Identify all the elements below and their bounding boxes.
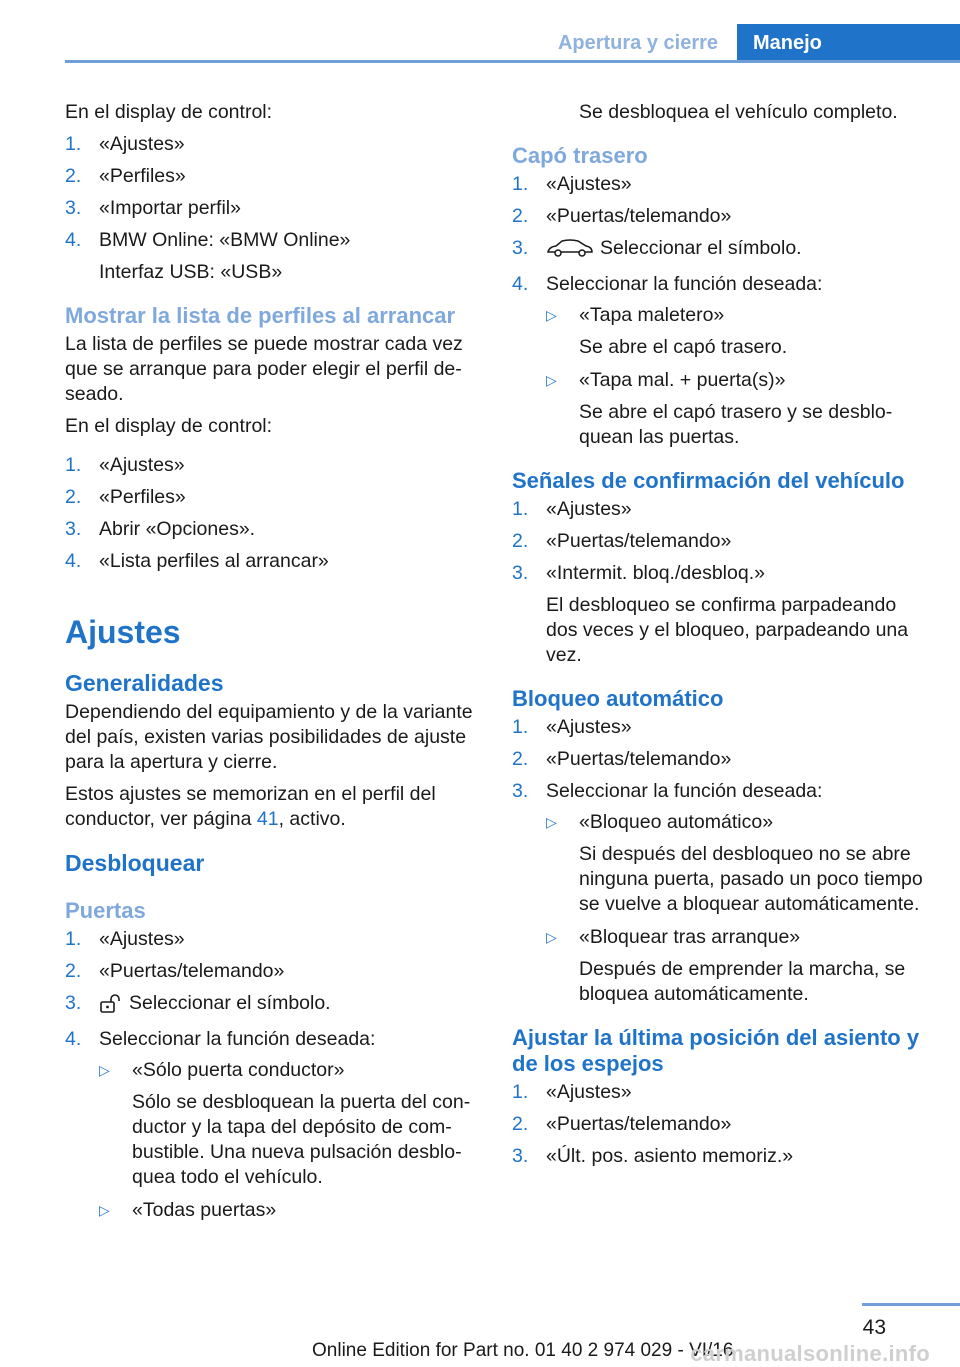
list-item-text: «Ajustes» bbox=[546, 1081, 632, 1103]
list-item bbox=[65, 485, 485, 510]
options-list bbox=[99, 1058, 485, 1223]
list-item bbox=[512, 204, 932, 229]
list-number: 2. bbox=[65, 960, 82, 982]
list-item-text: «Perfiles» bbox=[99, 165, 186, 187]
list-item-text: Seleccionar el símbolo. bbox=[129, 992, 331, 1014]
option-description: Se abre el capó trasero. bbox=[579, 336, 788, 358]
bullet-triangle-icon: ▷ bbox=[99, 1062, 110, 1078]
option-label: «Todas puertas» bbox=[132, 1199, 277, 1221]
option-label: «Bloquear tras arranque» bbox=[579, 926, 801, 948]
list-item-text: «Intermit. bloq./desbloq.» bbox=[546, 562, 765, 584]
list-number: 2. bbox=[512, 530, 529, 552]
option-description-continued: Se desbloquea el vehículo completo. bbox=[579, 101, 898, 123]
options-list bbox=[546, 303, 932, 450]
list-number: 1. bbox=[512, 173, 529, 195]
list-item-text: «Puertas/telemando» bbox=[546, 205, 732, 227]
list-item-text: Seleccionar el símbolo. bbox=[600, 237, 802, 259]
list-item bbox=[512, 497, 932, 522]
heading-capo-trasero: Capó trasero bbox=[512, 143, 648, 168]
text-fragment: , activo. bbox=[278, 808, 346, 830]
list-item bbox=[512, 1144, 932, 1169]
footer-edition: Online Edition for Part no. 01 40 2 974 029 - VI/16 bbox=[312, 1340, 734, 1361]
list-number: 3. bbox=[512, 780, 529, 802]
list-number: 4. bbox=[512, 273, 529, 295]
list-item-text: «Puertas/telemando» bbox=[546, 1113, 732, 1135]
list-item bbox=[65, 453, 485, 478]
list-item bbox=[65, 959, 485, 984]
list-number: 2. bbox=[512, 1113, 529, 1135]
steps-list-capo bbox=[512, 172, 932, 450]
list-item bbox=[512, 272, 932, 450]
paragraph-display: En el display de control: bbox=[65, 415, 273, 437]
list-item-text: BMW Online: «BMW Online» bbox=[99, 229, 351, 251]
list-number: 3. bbox=[65, 197, 82, 219]
heading-desbloquear: Desbloquear bbox=[65, 850, 205, 876]
list-item-text: «Importar perfil» bbox=[99, 197, 241, 219]
bullet-triangle-icon: ▷ bbox=[546, 307, 557, 323]
page-link[interactable]: 41 bbox=[256, 808, 279, 830]
list-item bbox=[512, 715, 932, 740]
list-item-text: Abrir «Opciones». bbox=[99, 518, 256, 540]
option-item bbox=[546, 810, 932, 917]
list-item-text: «Lista perfiles al arrancar» bbox=[99, 550, 329, 572]
list-item-text: «Puertas/telemando» bbox=[99, 960, 285, 982]
bullet-triangle-icon: ▷ bbox=[546, 929, 557, 945]
list-item bbox=[65, 549, 485, 574]
bullet-triangle-icon: ▷ bbox=[546, 372, 557, 388]
steps-list-perfiles bbox=[65, 453, 485, 574]
option-item bbox=[546, 303, 932, 360]
option-item bbox=[99, 1198, 485, 1223]
paragraph-generalidades-1: Dependiendo del equipamiento y de la variante del país, existen varias posibilidades de ajuste para la apertura y cierre. bbox=[65, 701, 473, 773]
left-column bbox=[65, 100, 485, 1231]
heading-senales: Señales de confirmación del vehículo bbox=[512, 468, 905, 493]
list-number: 1. bbox=[512, 716, 529, 738]
list-item bbox=[65, 927, 485, 952]
list-item bbox=[512, 529, 932, 554]
heading-mostrar-lista: Mostrar la lista de perfiles al arrancar bbox=[65, 303, 456, 328]
list-number: 2. bbox=[65, 165, 82, 187]
unlock-icon bbox=[99, 993, 123, 1020]
list-item-text: «Ajustes» bbox=[546, 173, 632, 195]
steps-list-puertas bbox=[65, 927, 485, 1223]
list-item-text: Seleccionar la función deseada: bbox=[546, 780, 823, 802]
heading-puertas: Puertas bbox=[65, 898, 146, 923]
list-item-text: «Perfiles» bbox=[99, 486, 186, 508]
heading-bloqueo-automatico: Bloqueo automático bbox=[512, 686, 724, 711]
footer-rule bbox=[862, 1303, 960, 1306]
header-section-label: Apertura y cierre bbox=[557, 32, 719, 54]
list-number: 1. bbox=[65, 133, 82, 155]
list-number: 2. bbox=[512, 205, 529, 227]
list-number: 1. bbox=[512, 1081, 529, 1103]
list-item-text: «Últ. pos. asiento memoriz.» bbox=[546, 1145, 794, 1167]
list-item bbox=[65, 1027, 485, 1223]
list-item bbox=[65, 228, 485, 285]
list-item-text: «Ajustes» bbox=[546, 716, 632, 738]
list-item-text: «Ajustes» bbox=[546, 498, 632, 520]
list-item-text: «Ajustes» bbox=[99, 928, 185, 950]
option-label: «Bloqueo automático» bbox=[579, 811, 774, 833]
list-item-text: «Ajustes» bbox=[99, 454, 185, 476]
steps-list-ultima bbox=[512, 1080, 932, 1169]
list-item bbox=[65, 196, 485, 221]
steps-list-bloqueo bbox=[512, 715, 932, 1007]
page-header bbox=[0, 0, 960, 64]
list-item bbox=[512, 1112, 932, 1137]
option-description: Si después del desbloqueo no se abre ninguna puerta, pasado un poco tiempo se vuelve a bloquear automáticamente. bbox=[579, 843, 923, 915]
options-list bbox=[546, 810, 932, 1007]
list-number: 3. bbox=[512, 1145, 529, 1167]
option-label: «Tapa mal. + puerta(s)» bbox=[579, 369, 786, 391]
list-number: 3. bbox=[65, 518, 82, 540]
list-item bbox=[512, 747, 932, 772]
list-number: 3. bbox=[512, 562, 529, 584]
list-item-text: Seleccionar la función deseada: bbox=[546, 273, 823, 295]
option-item bbox=[546, 925, 932, 1007]
list-number: 4. bbox=[65, 1028, 82, 1050]
list-item bbox=[512, 1080, 932, 1105]
option-item bbox=[99, 1058, 485, 1190]
heading-ajustes: Ajustes bbox=[65, 614, 181, 650]
list-number: 4. bbox=[65, 550, 82, 572]
option-label: «Sólo puerta conductor» bbox=[132, 1059, 345, 1081]
list-number: 2. bbox=[65, 486, 82, 508]
text-fragment: Estos ajustes se memorizan en el perfil del conductor, ver página bbox=[65, 783, 436, 830]
list-item bbox=[512, 561, 932, 668]
car-icon bbox=[546, 238, 594, 265]
list-number: 4. bbox=[65, 229, 82, 251]
option-label: «Tapa maletero» bbox=[579, 304, 725, 326]
list-item bbox=[512, 172, 932, 197]
list-item bbox=[65, 132, 485, 157]
steps-list-senales bbox=[512, 497, 932, 668]
list-item-text: «Puertas/telemando» bbox=[546, 530, 732, 552]
bullet-triangle-icon: ▷ bbox=[546, 814, 557, 830]
heading-ultima-posicion: Ajustar la última posición del asiento y de los espejos bbox=[512, 1025, 920, 1076]
option-description: Sólo se desbloquean la puerta del conductor y la tapa del depósito de combustible. Una nueva pulsación desbloquea todo el vehículo. bbox=[132, 1091, 471, 1188]
list-item-text: Seleccionar la función deseada: bbox=[99, 1028, 376, 1050]
bullet-triangle-icon: ▷ bbox=[99, 1202, 110, 1218]
paragraph-mostrar: La lista de perfiles se puede mostrar cada vez que se arranque para poder elegir el perfil deseado. bbox=[65, 333, 463, 405]
list-item bbox=[512, 779, 932, 1007]
list-number: 1. bbox=[65, 454, 82, 476]
list-number: 1. bbox=[65, 928, 82, 950]
option-description: Después de emprender la marcha, se bloquea automáticamente. bbox=[579, 958, 906, 1005]
list-item bbox=[65, 991, 485, 1020]
list-item-text: «Puertas/telemando» bbox=[546, 748, 732, 770]
watermark: carmanualsonline.info bbox=[690, 1341, 930, 1366]
list-item bbox=[512, 236, 932, 265]
list-number: 2. bbox=[512, 748, 529, 770]
option-item bbox=[546, 368, 932, 450]
page-number: 43 bbox=[862, 1316, 886, 1339]
right-column bbox=[512, 100, 932, 1176]
list-number: 1. bbox=[512, 498, 529, 520]
list-item-text: «Ajustes» bbox=[99, 133, 185, 155]
list-item-continuation: Interfaz USB: «USB» bbox=[99, 261, 283, 283]
header-rule bbox=[65, 60, 960, 63]
list-item bbox=[65, 164, 485, 189]
option-description: Se abre el capó trasero y se desbloquean las puertas. bbox=[579, 401, 893, 448]
list-number: 3. bbox=[512, 237, 529, 259]
list-number: 3. bbox=[65, 992, 82, 1014]
header-active-tab[interactable]: Manejo bbox=[737, 24, 960, 62]
steps-list-import bbox=[65, 132, 485, 285]
list-item bbox=[65, 517, 485, 542]
list-item-continuation: El desbloqueo se confirma parpadeando dos veces y el bloqueo, parpadeando una vez. bbox=[546, 594, 909, 666]
intro-text: En el display de control: bbox=[65, 101, 273, 123]
paragraph-generalidades-2 bbox=[65, 782, 485, 832]
heading-generalidades: Generalidades bbox=[65, 670, 224, 696]
